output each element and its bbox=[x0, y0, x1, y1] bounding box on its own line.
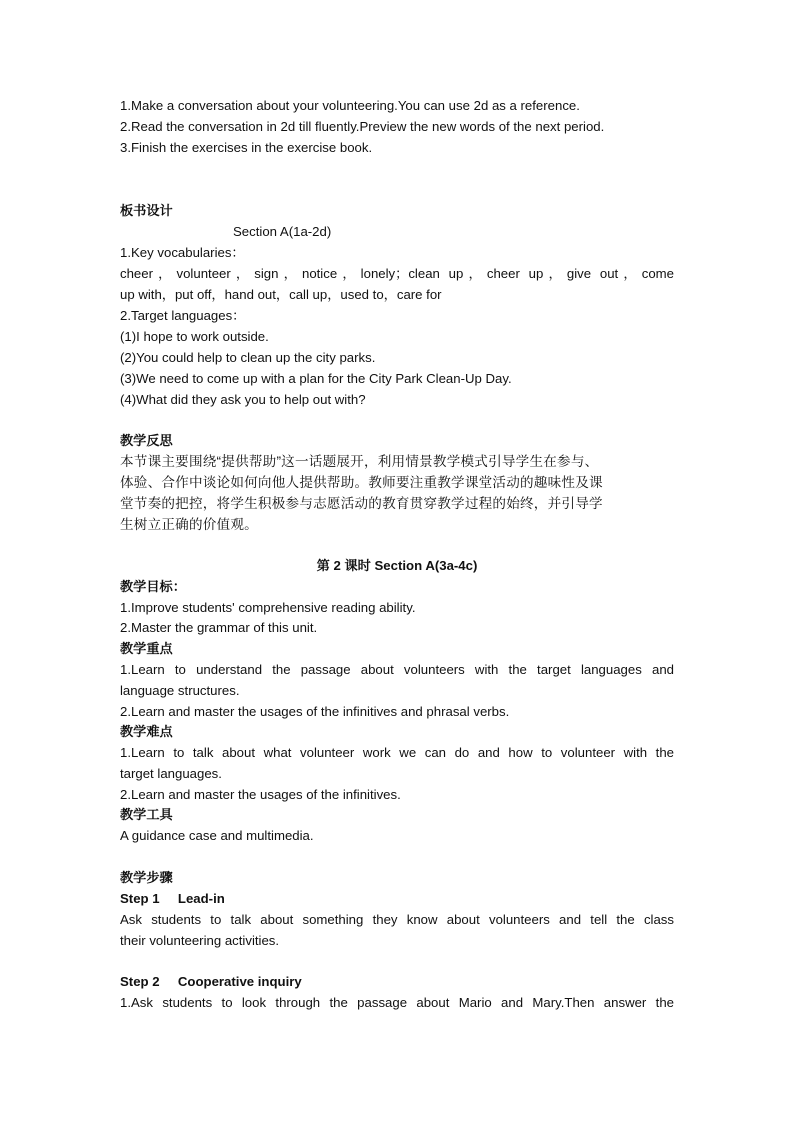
steps-heading: 教学步骤 bbox=[120, 870, 173, 885]
homework-item-3: 3.Finish the exercises in the exercise book. bbox=[120, 140, 373, 155]
homework-item-2: 2.Read the conversation in 2d till fluently.Preview the new words of the next period. bbox=[120, 119, 605, 134]
key-point-1-line-1: 1.Learn to understand the passage about volunteers with the target languages and bbox=[120, 662, 674, 677]
reflection-line-1: 本节课主要围绕“提供帮助”这一话题展开，利用情景教学模式引导学生在参与、 bbox=[120, 454, 599, 469]
goal-1: 1.Improve students' comprehensive reading ability. bbox=[120, 600, 416, 615]
reflection-line-3: 堂节奏的把控，将学生积极参与志愿活动的教育贯穿教学过程的始终，并引导学 bbox=[120, 496, 603, 511]
difficulties-heading: 教学难点 bbox=[120, 724, 173, 739]
reflection-line-4: 生树立正确的价值观。 bbox=[120, 517, 258, 532]
difficulty-1-line-1: 1.Learn to talk about what volunteer work we can do and how to volunteer with the bbox=[120, 745, 674, 760]
target-lang-title: 2.Target languages： bbox=[120, 308, 246, 323]
homework-item-1: 1.Make a conversation about your volunteering.You can use 2d as a reference. bbox=[120, 98, 580, 113]
step-2-title: Step 2 Cooperative inquiry bbox=[120, 974, 302, 989]
key-vocab-line-1: cheer，volunteer，sign，notice，lonely；clean up，cheer up，give out，come bbox=[120, 266, 674, 281]
target-lang-1: (1)I hope to work outside. bbox=[120, 329, 269, 344]
key-vocab-title: 1.Key vocabularies： bbox=[120, 245, 245, 260]
target-lang-2: (2)You could help to clean up the city parks. bbox=[120, 350, 376, 365]
board-section-title: Section A(1a-2d) bbox=[233, 224, 332, 239]
step-1-title: Step 1 Lead-in bbox=[120, 891, 225, 906]
key-point-1-line-2: language structures. bbox=[120, 683, 240, 698]
target-lang-3: (3)We need to come up with a plan for the City Park Clean-Up Day. bbox=[120, 371, 512, 386]
difficulty-2: 2.Learn and master the usages of the infinitives. bbox=[120, 787, 401, 802]
step-2-line-1: 1.Ask students to look through the passage about Mario and Mary.Then answer the bbox=[120, 995, 674, 1010]
lesson-2-title: 第 2 课时 Section A(3a-4c) bbox=[316, 558, 478, 573]
key-vocab-line-2: up with，put off，hand out，call up，used to，care for bbox=[120, 287, 442, 302]
key-point-2: 2.Learn and master the usages of the infinitives and phrasal verbs. bbox=[120, 704, 510, 719]
board-design-heading: 板书设计 bbox=[120, 203, 173, 218]
target-lang-4: (4)What did they ask you to help out with? bbox=[120, 392, 366, 407]
goal-2: 2.Master the grammar of this unit. bbox=[120, 620, 318, 635]
tools-text: A guidance case and multimedia. bbox=[120, 828, 314, 843]
goals-heading: 教学目标： bbox=[120, 579, 186, 594]
step-1-line-2: their volunteering activities. bbox=[120, 933, 280, 948]
reflection-heading: 教学反思 bbox=[120, 433, 173, 448]
reflection-line-2: 体验、合作中谈论如何向他人提供帮助。教师要注重教学课堂活动的趣味性及课 bbox=[120, 475, 603, 490]
difficulty-1-line-2: target languages. bbox=[120, 766, 222, 781]
tools-heading: 教学工具 bbox=[120, 807, 173, 822]
key-points-heading: 教学重点 bbox=[120, 641, 173, 656]
step-1-line-1: Ask students to talk about something they know about volunteers and tell the class bbox=[120, 912, 674, 927]
